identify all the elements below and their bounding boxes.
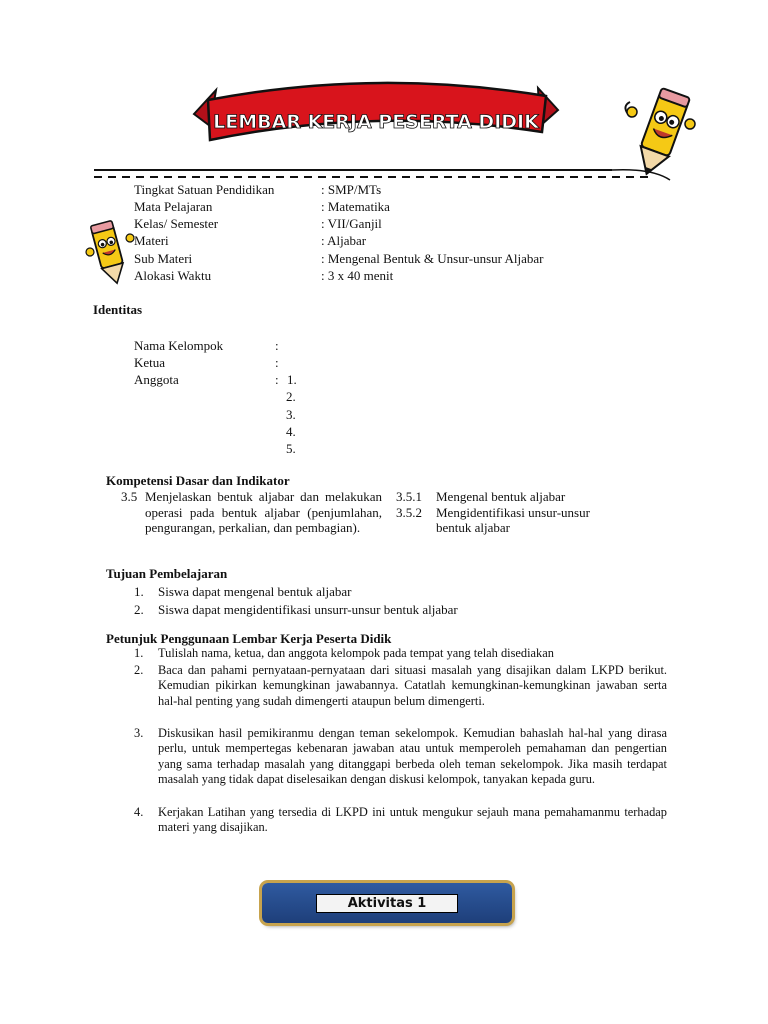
petunjuk-number: 4. bbox=[134, 805, 144, 819]
identitas-heading: Identitas bbox=[93, 302, 143, 317]
petunjuk-number: 1. bbox=[134, 646, 144, 660]
tujuan-number: 1. bbox=[134, 584, 144, 599]
info-label: Kelas/ Semester bbox=[134, 216, 219, 231]
colon: : bbox=[275, 338, 279, 353]
kd-heading: Kompetensi Dasar dan Indikator bbox=[106, 473, 290, 488]
colon: : bbox=[275, 355, 279, 370]
indicator-number: 3.5.1 bbox=[396, 489, 422, 504]
petunjuk-text: Diskusikan hasil pemikiranmu dengan teman sekelompok. Kemudian bahaslah hal-hal yang dirasa perlu, untuk mempertegas kebenaran jawaban atau untuk memperoleh pemahaman dan pengertian yang sama terhadap masalah yang ditanggapi berbeda oleh teman sekelompok. Jika masih terdapat masalah yang tidak dapat diselesaikan dengan diskusi kelompok, tanyakan kepada guru. bbox=[158, 726, 667, 787]
info-value: : VII/Ganjil bbox=[321, 216, 382, 231]
colon: : bbox=[275, 372, 279, 387]
petunjuk-number: 3. bbox=[134, 726, 144, 740]
info-value: : 3 x 40 menit bbox=[321, 268, 394, 283]
nama-kelompok-label: Nama Kelompok bbox=[134, 338, 224, 353]
anggota-label: Anggota bbox=[134, 372, 179, 387]
info-label: Materi bbox=[134, 233, 169, 248]
petunjuk-text: Baca dan pahami pernyataan-pernyataan dari situasi masalah yang disajikan dalam LKPD berikut. Kemudian pikirkan kemungkinan jawabannya. Catatlah kemungkinan-kemungkinan jawaban serta hal-hal penting yang sudah dimengerti ataupun belum dimengerti. bbox=[158, 663, 667, 708]
member-number: 5. bbox=[286, 441, 296, 456]
member-number: 2. bbox=[286, 389, 296, 404]
info-value: : Matematika bbox=[321, 199, 390, 214]
petunjuk-number: 2. bbox=[134, 663, 144, 677]
petunjuk-text: Tulislah nama, ketua, dan anggota kelompok pada tempat yang telah disediakan bbox=[158, 646, 554, 660]
tujuan-heading: Tujuan Pembelajaran bbox=[106, 566, 228, 581]
kd-text: Menjelaskan bentuk aljabar dan melakukan operasi pada bentuk aljabar (penjumlahan, pengurangan, perkalian, dan pembagian). bbox=[145, 489, 382, 536]
member-number: 1. bbox=[287, 372, 297, 387]
banner-title: LEMBAR KERJA PESERTA DIDIK bbox=[213, 111, 539, 133]
member-number: 4. bbox=[286, 424, 296, 439]
info-label: Mata Pelajaran bbox=[134, 199, 213, 214]
tujuan-number: 2. bbox=[134, 602, 144, 617]
aktivitas-1-button[interactable] bbox=[262, 883, 512, 923]
tujuan-text: Siswa dapat mengenal bentuk aljabar bbox=[158, 584, 352, 599]
kd-number: 3.5 bbox=[121, 489, 138, 504]
indicator-text: Mengidentifikasi unsur-unsur bbox=[436, 505, 590, 520]
info-value: : Mengenal Bentuk & Unsur-unsur Aljabar bbox=[321, 251, 544, 266]
info-value: : Aljabar bbox=[321, 233, 367, 248]
pencil-mascot-small-icon bbox=[80, 218, 140, 288]
ketua-label: Ketua bbox=[134, 355, 166, 370]
member-number: 3. bbox=[286, 407, 296, 422]
tujuan-text: Siswa dapat mengidentifikasi unsurr-unsur bentuk aljabar bbox=[158, 602, 458, 617]
indicator-text: bentuk aljabar bbox=[436, 520, 510, 535]
info-value: : SMP/MTs bbox=[321, 182, 382, 197]
info-label: Alokasi Waktu bbox=[134, 268, 212, 283]
info-label: Tingkat Satuan Pendidikan bbox=[134, 182, 275, 197]
petunjuk-text: Kerjakan Latihan yang tersedia di LKPD ini untuk mengukur sejauh mana pemahamanmu terhadap materi yang disajikan. bbox=[158, 805, 667, 835]
indicator-text: Mengenal bentuk aljabar bbox=[436, 489, 566, 504]
info-label: Sub Materi bbox=[134, 251, 193, 266]
petunjuk-heading: Petunjuk Penggunaan Lembar Kerja Peserta Didik bbox=[106, 631, 392, 646]
aktivitas-label: Aktivitas 1 bbox=[316, 894, 458, 913]
indicator-number: 3.5.2 bbox=[396, 505, 422, 520]
